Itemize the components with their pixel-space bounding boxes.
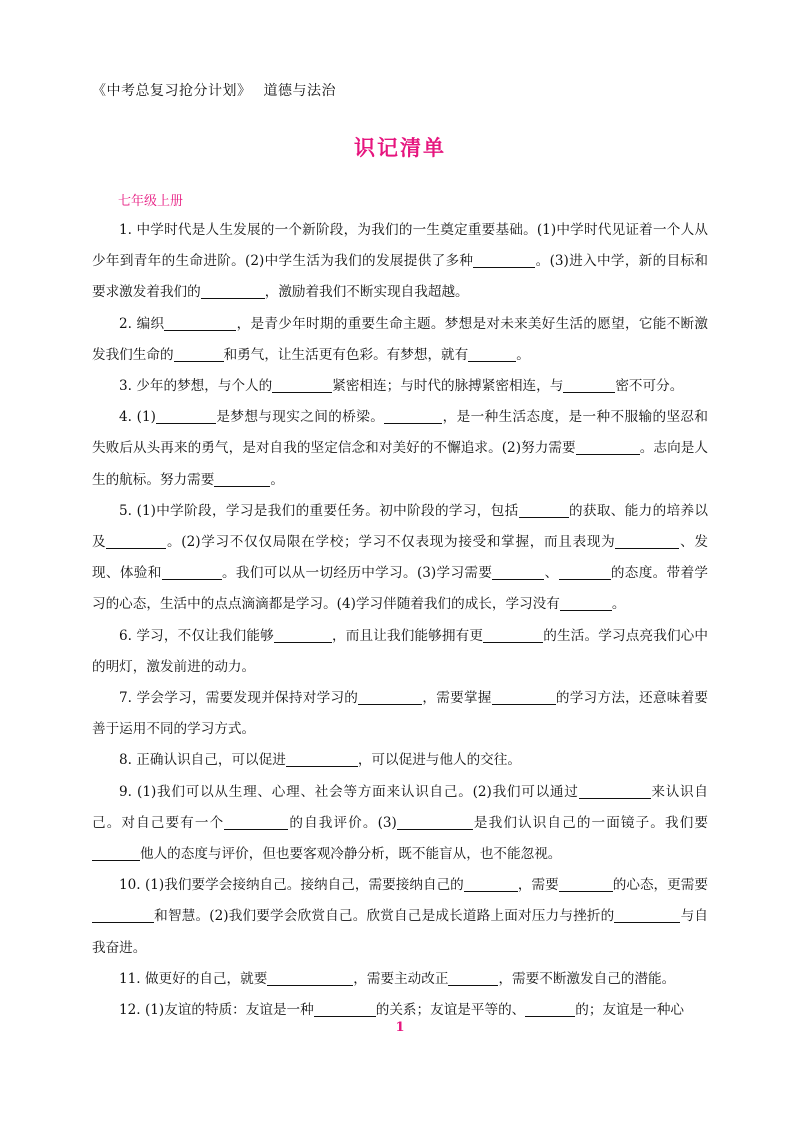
question-text: 他人的态度与评价，但也要客观冷静分析，既不能盲从，也不能忽视。 [140, 846, 562, 863]
question-text: 。志向是人生的航标。努力需要 [92, 440, 708, 488]
answer-blank[interactable] [214, 470, 270, 487]
answer-blank[interactable] [164, 314, 236, 331]
question-item [92, 683, 708, 745]
answer-blank[interactable] [92, 844, 140, 861]
question-text: 的态度。带着学习的心态，生活中的点点滴滴都是学习。(4)学习伴随着我们的成长，学习没有 [92, 565, 709, 613]
answer-blank[interactable] [274, 626, 332, 643]
answer-blank[interactable] [560, 594, 612, 611]
question-text: ，而且让我们能够拥有更 [331, 627, 484, 644]
answer-blank[interactable] [464, 875, 518, 892]
question-text: 和智慧。(2)我们要学会欣赏自己。欣赏自己是成长道路上面对压力与挫折的 [154, 908, 615, 925]
question-text: 1. 中学时代是人生发展的一个新阶段，为我们的一生奠定重要基础。(1)中学时代见证着一个人从少年到青年的生命进阶。(2)中学生活为我们的发展提供了多种 [92, 222, 708, 270]
question-text: ，需要 [517, 877, 559, 894]
answer-blank[interactable] [492, 688, 556, 705]
question-text: 密不可分。 [615, 378, 684, 395]
question-text: 。 [270, 471, 284, 488]
question-text: ，需要掌握 [422, 690, 492, 707]
answer-blank[interactable] [473, 251, 535, 268]
answer-blank[interactable] [106, 532, 166, 549]
question-text: 是梦想与现实之间的桥梁。 [215, 409, 385, 426]
question-text: 5. (1)中学阶段，学习是我们的重要任务。初中阶段的学习，包括 [119, 502, 519, 519]
question-item [92, 870, 708, 964]
answer-blank[interactable] [579, 782, 651, 799]
question-item [92, 371, 708, 402]
question-text: 9. (1)我们可以从生理、心理、社会等方面来认识自己。(2)我们可以通过 [119, 783, 579, 800]
question-text: 的自我评价。(3) [288, 814, 397, 831]
answer-blank[interactable] [384, 407, 442, 424]
question-text: 11. 做更好的自己，就要 [119, 970, 268, 987]
running-header [92, 80, 336, 100]
question-text: 来认识自己。对自己要有一个 [92, 783, 708, 831]
answer-blank[interactable] [576, 438, 640, 455]
question-text: ，是一种生活态度，是一种不服输的坚忍和失败后从头再来的勇气，是对自我的坚定信念和对美好的不懈追求。(2)努力需要 [92, 409, 709, 457]
question-text: 2. 编织 [119, 315, 165, 332]
answer-blank[interactable] [492, 563, 544, 580]
question-text: 4. (1) [119, 409, 156, 426]
question-text: ，需要不断激发自己的潜能。 [498, 970, 676, 987]
question-text: 的；友谊是一种心 [575, 1002, 685, 1019]
book-title: 《中考总复习抢分计划》 [92, 83, 252, 99]
question-text: ，需要主动改正 [353, 970, 449, 987]
question-text: 的生活。学习点亮我们心中的明灯，激发前进的动力。 [92, 627, 709, 675]
answer-blank[interactable] [559, 563, 611, 580]
answer-blank[interactable] [563, 376, 615, 393]
question-text: 3. 少年的梦想，与个人的 [119, 378, 273, 395]
answer-blank[interactable] [525, 1000, 575, 1017]
section-heading: 七年级上册 [118, 194, 184, 209]
answer-blank[interactable] [286, 750, 358, 767]
answer-blank[interactable] [174, 345, 224, 362]
answer-blank[interactable] [397, 813, 473, 830]
question-text: 。(3)进入中学，新的目标和要求激发着我们的 [92, 253, 708, 301]
question-text: 和勇气，让生活更有色彩。有梦想，就有 [223, 346, 469, 363]
question-text: 6. 学习，不仅让我们能够 [119, 627, 274, 644]
question-text: 7. 学会学习，需要发现并保持对学习的 [119, 690, 359, 707]
question-text: 。我们可以从一切经历中学习。(3)学习需要 [221, 565, 493, 582]
answer-blank[interactable] [272, 376, 332, 393]
question-text: 是我们认识自己的一面镜子。我们要 [472, 814, 708, 831]
question-item [92, 777, 708, 871]
question-text: 。 [516, 346, 530, 363]
answer-blank[interactable] [358, 688, 422, 705]
question-text: 的学习方法，还意味着要善于运用不同的学习方式。 [92, 690, 709, 738]
answer-blank[interactable] [224, 813, 288, 830]
question-text: 10. (1)我们要学会接纳自己。接纳自己，需要接纳自己的 [119, 877, 464, 894]
question-item [92, 215, 708, 309]
question-text: ，是青少年时期的重要生命主题。梦想是对未来美好生活的愿望，它能不断激发我们生命的 [92, 315, 709, 363]
question-item [92, 402, 708, 496]
answer-blank[interactable] [201, 282, 265, 299]
subject-label: 道德与法治 [263, 83, 336, 99]
answer-blank[interactable] [519, 501, 569, 518]
answer-blank[interactable] [559, 875, 613, 892]
question-item [92, 496, 708, 621]
question-item [92, 621, 708, 683]
question-item [92, 964, 708, 995]
page-title: 识记清单 [354, 136, 446, 160]
answer-blank[interactable] [615, 532, 679, 549]
question-text: 、 [544, 565, 559, 582]
answer-blank[interactable] [156, 407, 216, 424]
answer-blank[interactable] [314, 1000, 376, 1017]
question-text: 的关系；友谊是平等的、 [375, 1002, 526, 1019]
question-text: 。(2)学习不仅仅局限在学校；学习不仅表现为接受和掌握，而且表现为 [166, 534, 616, 551]
question-text: 8. 正确认识自己，可以促进 [119, 752, 286, 769]
answer-blank[interactable] [468, 345, 516, 362]
answer-blank[interactable] [614, 906, 680, 923]
question-text: 的心态，更需要 [612, 877, 709, 894]
question-text: 。 [611, 596, 626, 613]
answer-blank[interactable] [483, 626, 543, 643]
question-text: 与自我奋进。 [92, 908, 708, 956]
question-list [92, 215, 708, 1026]
answer-blank[interactable] [92, 906, 154, 923]
question-item [92, 309, 708, 371]
question-text: 紧密相连；与时代的脉搏紧密相连，与 [332, 378, 564, 395]
question-text: ，可以促进与他人的交往。 [357, 752, 521, 769]
question-item [92, 745, 708, 776]
answer-blank[interactable] [162, 563, 222, 580]
page-number: 1 [395, 1020, 405, 1035]
question-text: ，激励着我们不断实现自我超越。 [264, 284, 469, 301]
question-text: 的获取、能力的培养以及 [92, 502, 709, 551]
question-text: 、发现、体验和 [92, 534, 709, 582]
answer-blank[interactable] [267, 969, 353, 986]
answer-blank[interactable] [448, 969, 498, 986]
question-text: 12. (1)友谊的特质：友谊是一种 [119, 1002, 314, 1019]
